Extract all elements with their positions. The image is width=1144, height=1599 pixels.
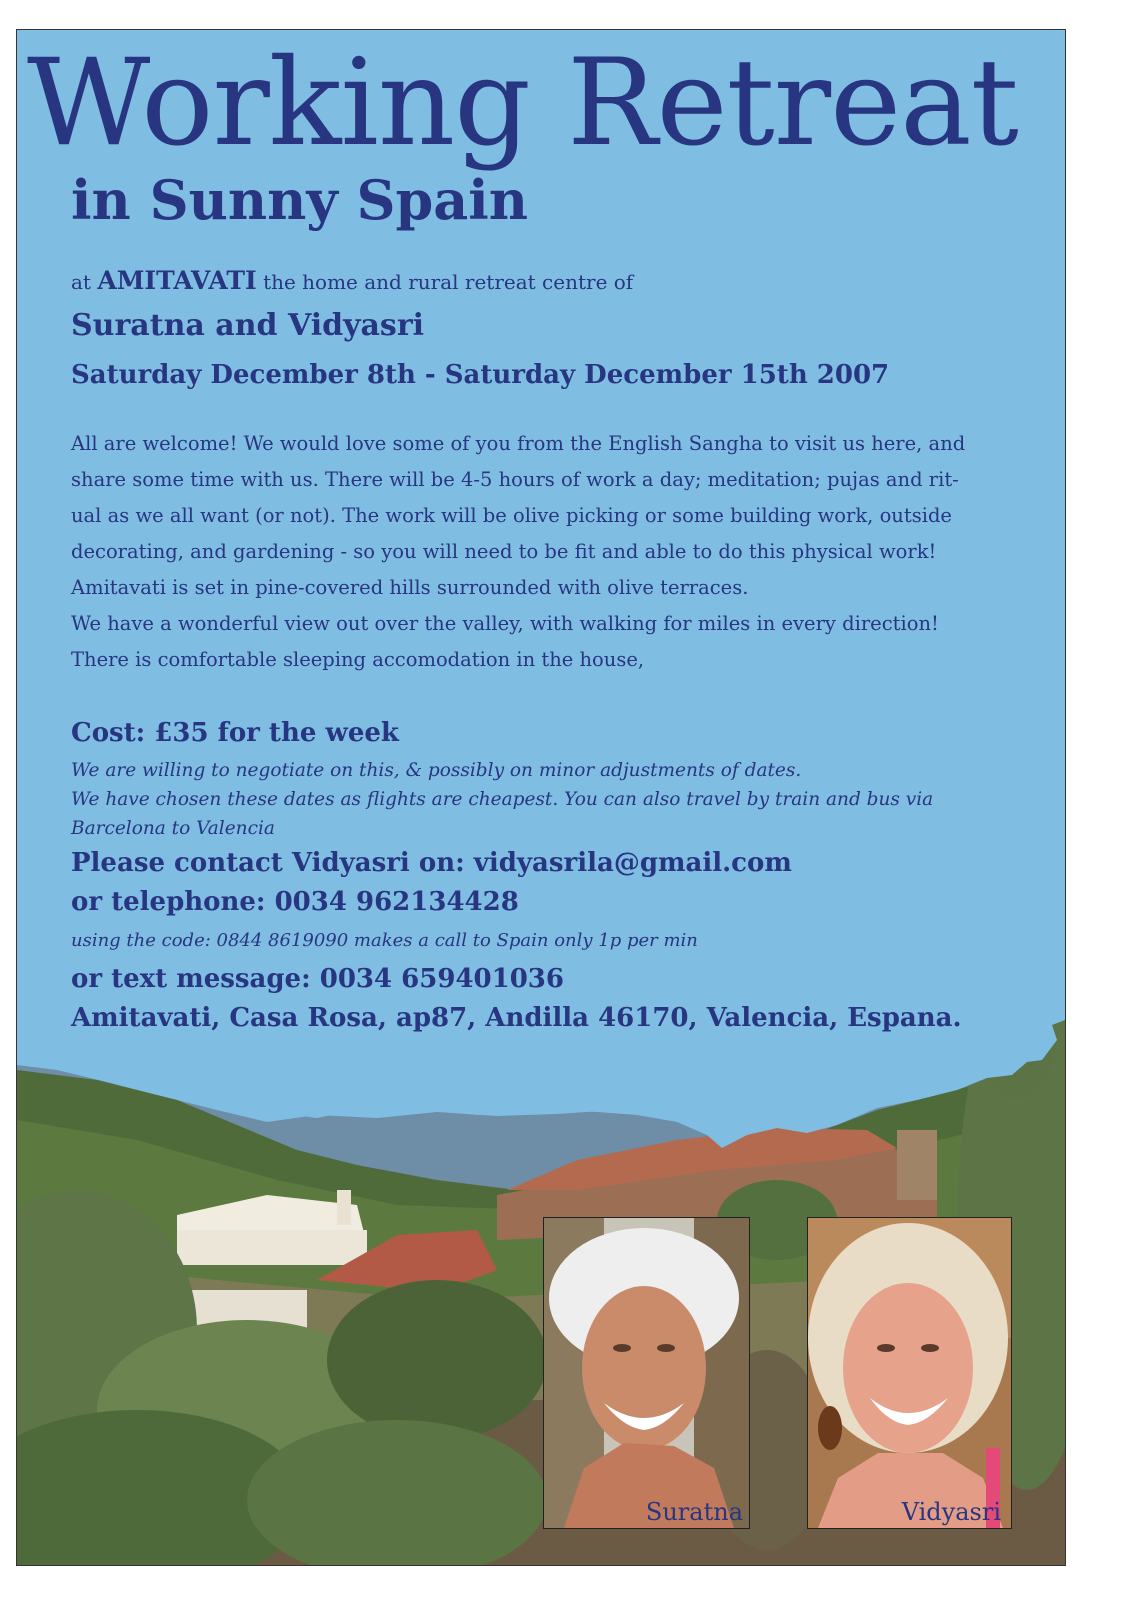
description-line: share some time with us. There will be 4-5 hours of work a day; meditation; pujas and rit- [71, 468, 959, 491]
contact-phone-line: or telephone: 0034 962134428 [71, 887, 519, 917]
contact-address: Amitavati, Casa Rosa, ap87, Andilla 46170, Valencia, Espana. [71, 1003, 962, 1033]
intro-suffix: the home and rural retreat centre of [263, 270, 634, 294]
description-line: There is comfortable sleeping accomodation in the house, [71, 648, 645, 671]
contact-code-note: using the code: 0844 8619090 makes a call to Spain only 1p per min [71, 930, 698, 951]
intro-prefix: at [71, 270, 91, 294]
portrait-suratna-image [544, 1218, 749, 1528]
cost-note: We have chosen these dates as flights are cheapest. You can also travel by train and bus via [71, 789, 934, 810]
cost-note: We are willing to negotiate on this, & possibly on minor adjustments of dates. [71, 760, 802, 781]
description-line: We have a wonderful view out over the valley, with walking for miles in every direction! [71, 612, 939, 635]
photo-suratna [543, 1217, 750, 1529]
intro-line [71, 266, 633, 295]
description-line: Amitavati is set in pine-covered hills surrounded with olive terraces. [71, 576, 749, 599]
poster [16, 29, 1066, 1566]
caption-vidyasri: Vidyasri [901, 1498, 1001, 1526]
description-line: All are welcome! We would love some of you from the English Sangha to visit us here, and [71, 432, 966, 455]
description-line: decorating, and gardening - so you will need to be fit and able to do this physical work! [71, 540, 937, 563]
contact-text-line: or text message: 0034 659401036 [71, 964, 564, 994]
poster-title: Working Retreat [27, 34, 1018, 173]
cost-notes [71, 756, 933, 843]
cost-label: Cost: £35 for the week [71, 718, 399, 748]
retreat-dates: Saturday December 8th - Saturday December 15th 2007 [71, 360, 890, 390]
cost-note: Barcelona to Valencia [71, 818, 275, 839]
contact-email-line: Please contact Vidyasri on: vidyasrila@gmail.com [71, 848, 792, 878]
description [71, 426, 1001, 678]
intro-place: AMITAVATI [97, 266, 257, 295]
description-line: ual as we all want (or not). The work will be olive picking or some building work, outside [71, 504, 952, 527]
hosts-names: Suratna and Vidyasri [71, 308, 425, 343]
portrait-vidyasri-image [808, 1218, 1011, 1528]
caption-suratna: Suratna [645, 1498, 743, 1526]
poster-subtitle: in Sunny Spain [71, 168, 529, 232]
photo-vidyasri [807, 1217, 1012, 1529]
